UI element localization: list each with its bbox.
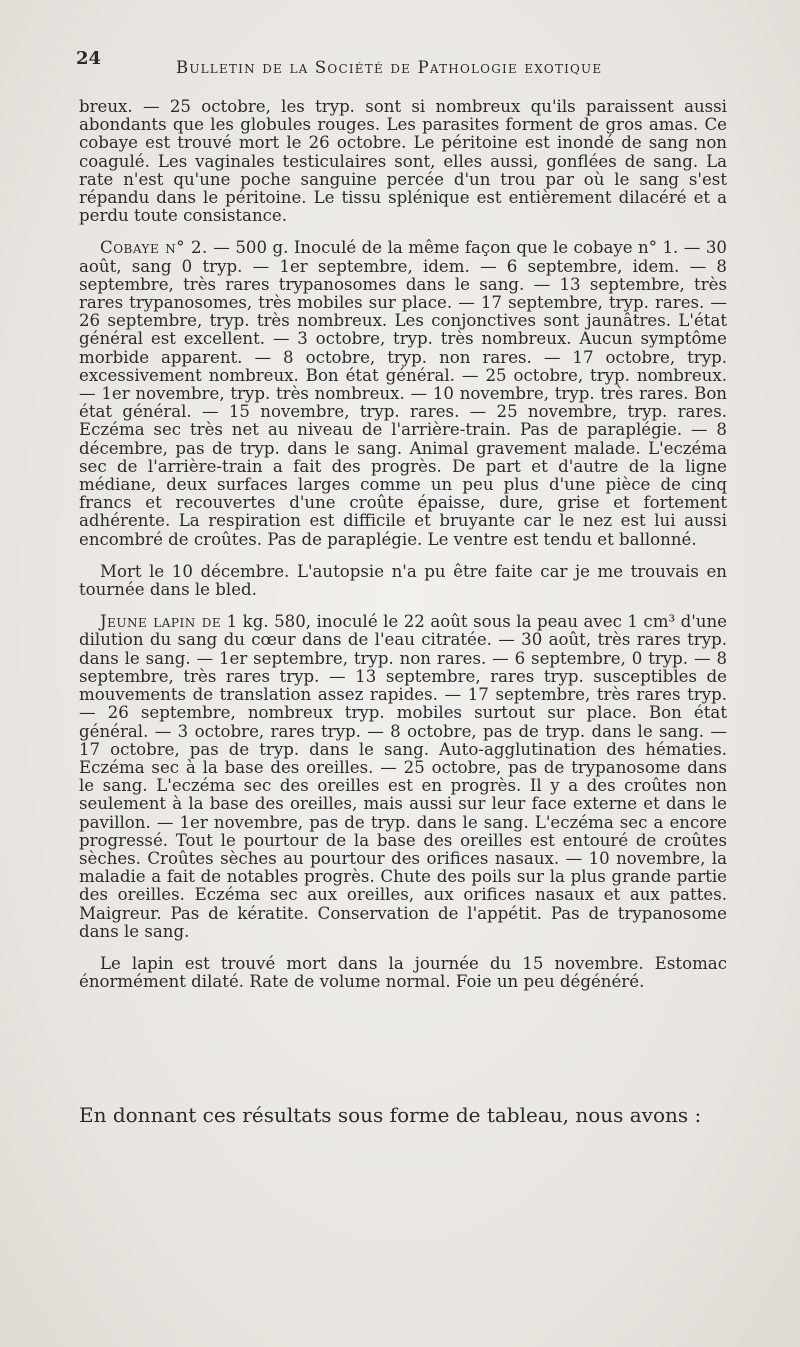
paragraph-lead: Cobaye n° 2. bbox=[100, 238, 208, 258]
running-title: Bulletin de la Société de Pathologie exotique bbox=[176, 58, 603, 77]
paragraph-lead: Jeune lapin de bbox=[100, 612, 222, 632]
paragraph-lapin-mort: Le lapin est trouvé mort dans la journée du 15 novembre. Estomac énormément dilaté. Rate de volume normal. Foie un peu dégénéré. bbox=[79, 953, 727, 992]
paragraph-1: breux. — 25 octobre, les tryp. sont si nombreux qu'ils paraissent aussi abondants que les globules rouges. Les parasites forment de gros amas. Ce cobaye est trouvé mort le 26 octobre. Le péritoine est inondé de sang non coagulé. Les vaginales testiculaires sont, elles aussi, gonflées de sang. La rate n'est qu'une poche sanguine percée d'un trou par où le sang s'est répandu dans le péritoine. Le tissu splénique est entièrement dilacéré et a perdu toute consistance. bbox=[79, 97, 727, 226]
conclusion-text: En donnant ces résultats sous forme de tableau, nous avons : bbox=[79, 1103, 702, 1127]
paragraph-jeune-lapin bbox=[79, 613, 727, 941]
paragraph-cobaye-2 bbox=[79, 239, 727, 548]
paragraph-body: 1 kg. 580, inoculé le 22 août sous la peau avec 1 cm³ d'une dilution du sang du cœur dans de l'eau citratée. — 30 août, très rares tryp. dans le sang. — 1er septembre, tryp. non rares. — 6 septembre, 0 tryp. — 8 septembre, très rares tryp. — 13 septembre, rares tryp. susceptibles de mouvements de translation assez rapides. — 17 septembre, très rares tryp. — 26 septembre, nombreux tryp. mobiles surtout sur place. Bon état général. — 3 octobre, rares tryp. — 8 octobre, pas de tryp. dans le sang. — 17 octobre, pas de tryp. dans le sang. Auto-agglutination des hématies. Eczéma sec à la base des oreilles. — 25 octobre, pas de trypanosome dans le sang. L'eczéma sec des oreilles est en progrès. Il y a des croûtes non seulement à la base des oreilles, mais aussi sur leur face externe et dans le pavillon. — 1er novembre, pas de tryp. dans le sang. L'eczéma sec a encore progressé. Tout le pourtour de la base des oreilles est entouré de croûtes sèches. Croûtes sèches au pourtour des orifices nasaux. — 10 novembre, la maladie a fait de notables progrès. Chute des poils sur la plus grande partie des oreilles. Eczéma sec aux oreilles, aux orifices nasaux et aux pattes. Maigreur. Pas de kératite. Conservation de l'appétit. Pas de trypanosome dans le sang. bbox=[79, 612, 727, 941]
page-number: 24 bbox=[76, 48, 102, 69]
article-body bbox=[79, 98, 727, 1005]
paragraph-body: — 500 g. Inoculé de la même façon que le cobaye n° 1. — 30 août, sang 0 tryp. — 1er septembre, idem. — 6 septembre, idem. — 8 septembre, très rares trypanosomes dans le sang. — 13 septembre, très rares trypanosomes, très mobiles sur place. — 17 septembre, tryp. rares. — 26 septembre, tryp. très nombreux. Les conjonctives sont jaunâtres. L'état général est excellent. — 3 octobre, tryp. très nombreux. Aucun symptôme morbide apparent. — 8 octobre, tryp. non rares. — 17 octobre, tryp. excessivement nombreux. Bon état général. — 25 octobre, tryp. nombreux. — 1er novembre, tryp. très nombreux. — 10 novembre, tryp. très rares. Bon état général. — 15 novembre, tryp. rares. — 25 novembre, tryp. rares. Eczéma sec très net au niveau de l'arrière-train. Pas de paraplégie. — 8 décembre, pas de tryp. dans le sang. Animal gravement malade. L'eczéma sec de l'arrière-train a fait des progrès. De part et d'autre de la ligne médiane, deux surfaces larges comme un peu plus d'une pièce de cinq francs et recouvertes d'une croûte épaisse, dure, grise et fortement adhérente. La respiration est difficile et bruyante car le nez est lui aussi encombré de croûtes. Pas de paraplégie. Le ventre est tendu et ballonné. bbox=[79, 238, 727, 549]
paragraph-mort: Mort le 10 décembre. L'autopsie n'a pu être faite car je me trouvais en tournée dans le bled. bbox=[79, 561, 727, 600]
